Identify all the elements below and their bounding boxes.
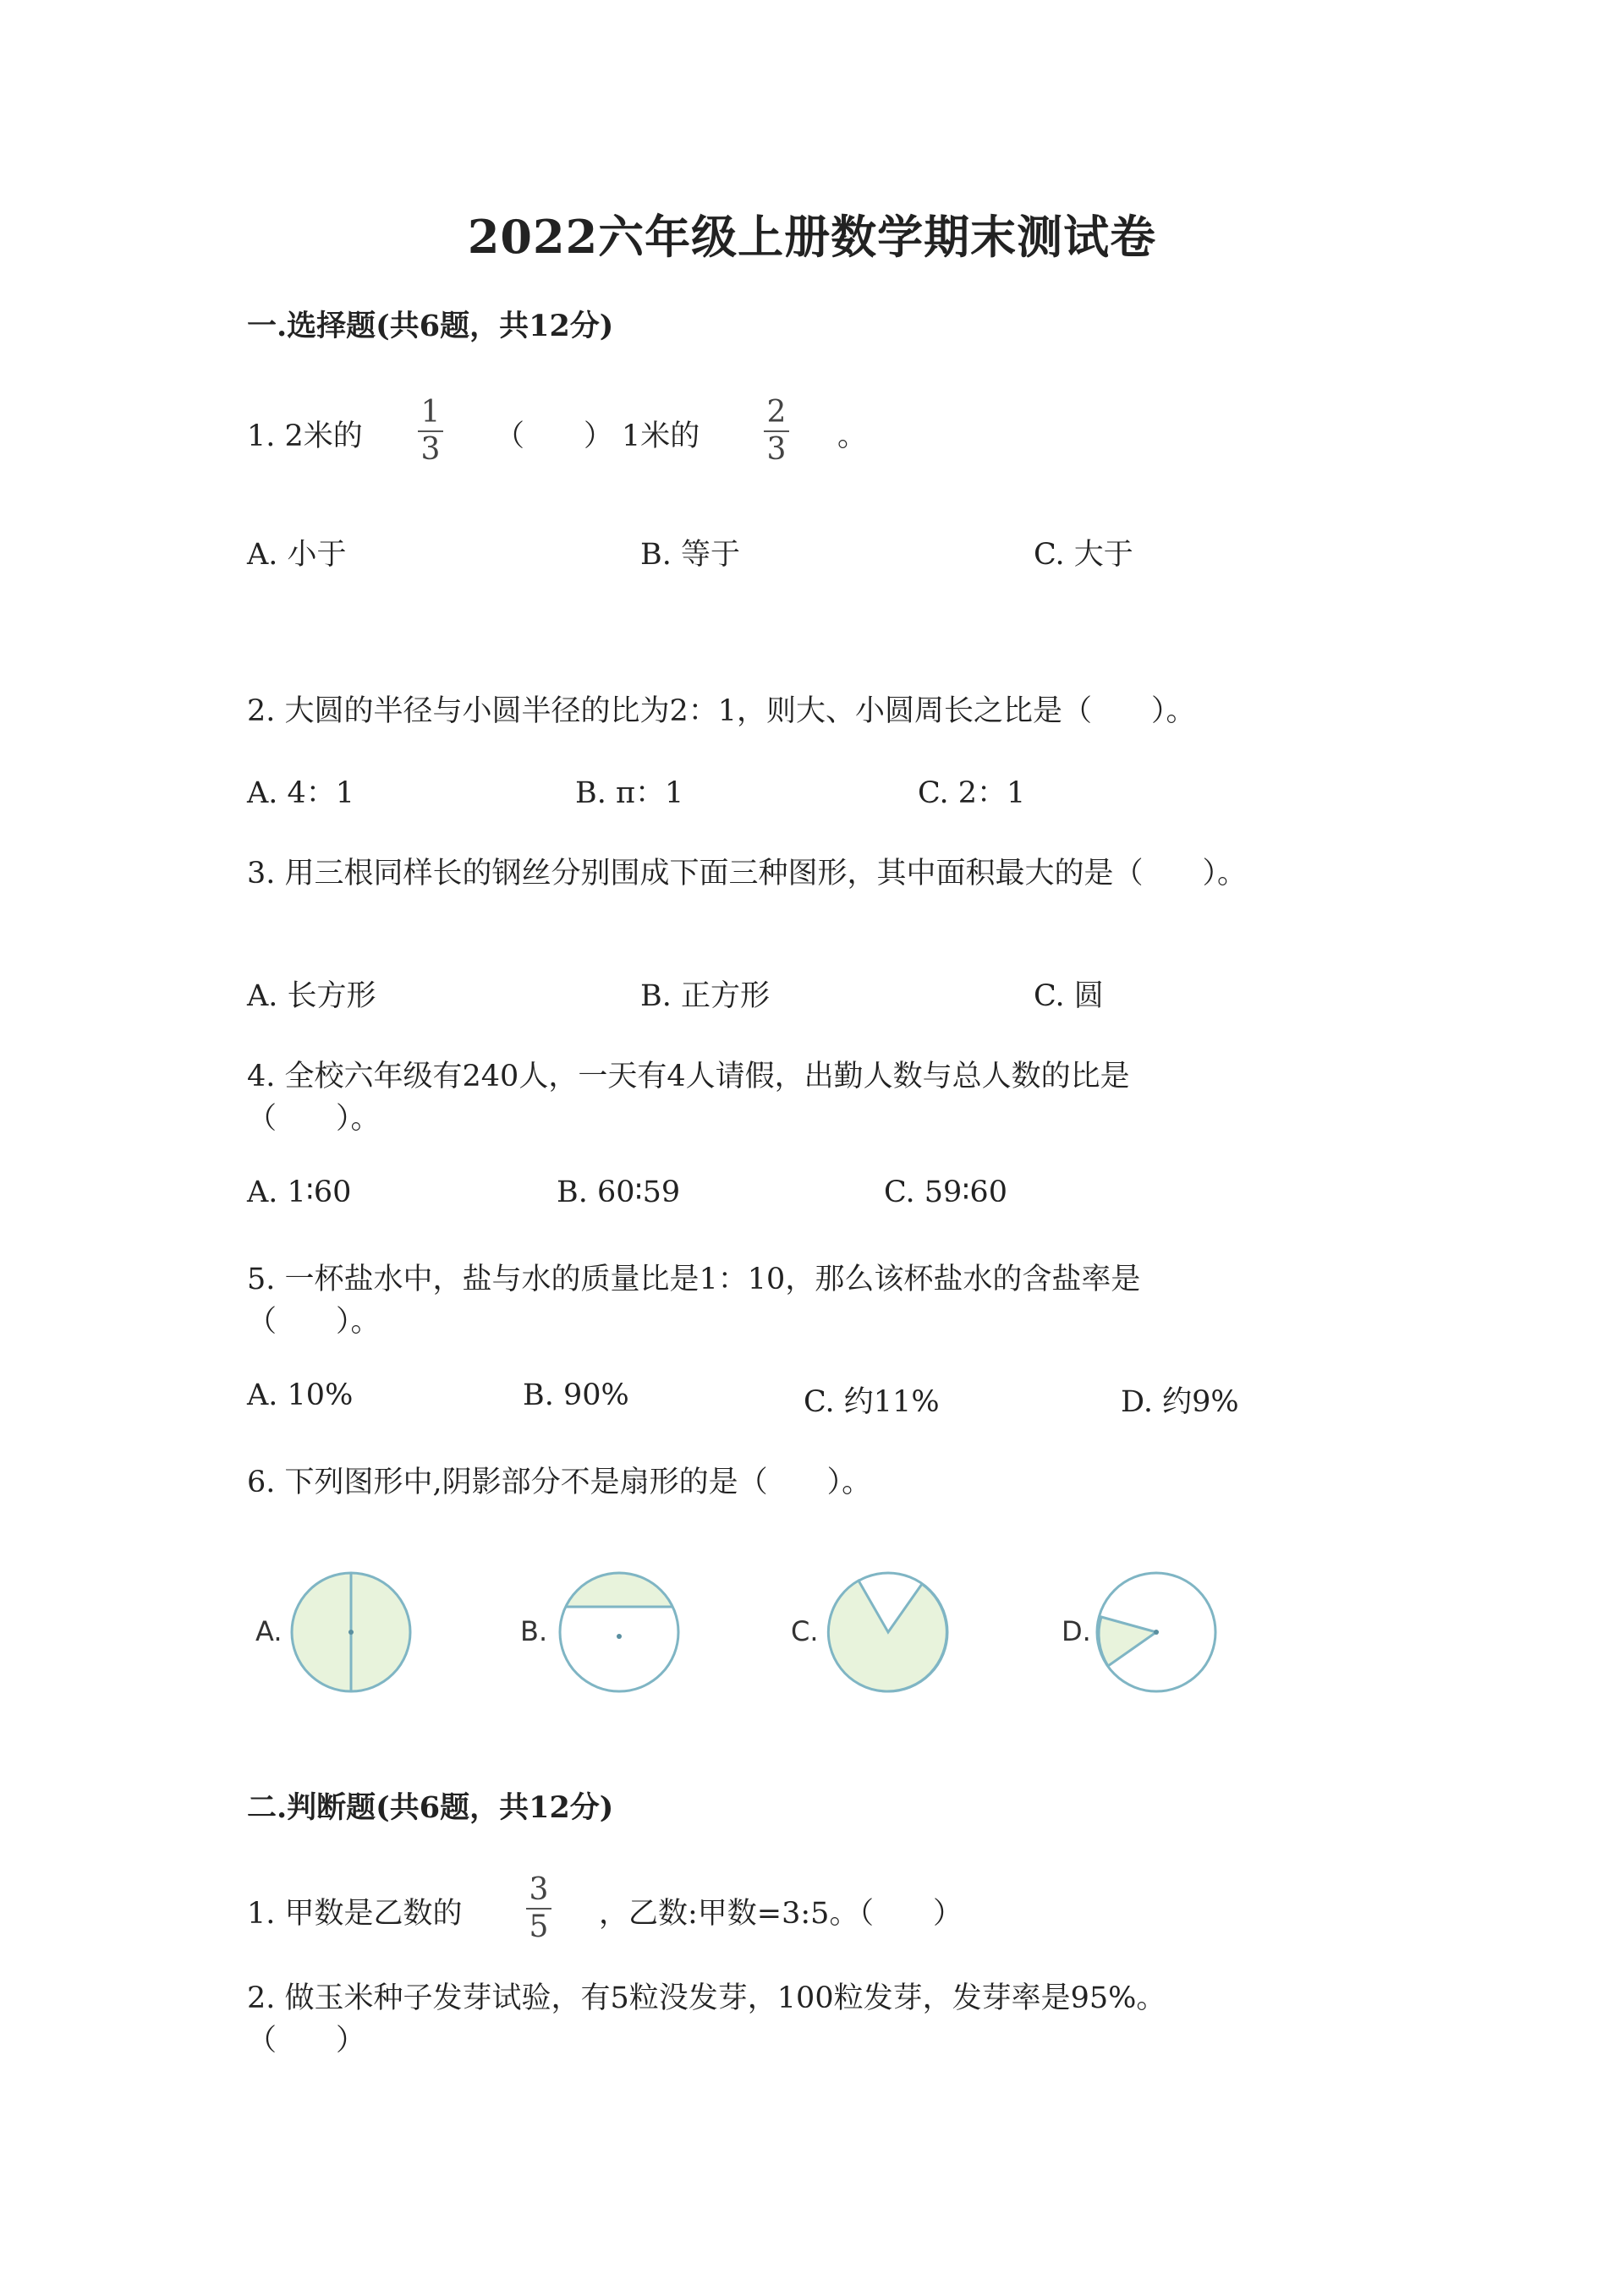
q6-text: 6. 下列图形中,阴影部分不是扇形的是（ ）。 [247,1466,872,1499]
q3-option-a[interactable]: A. 长方形 [247,979,376,1013]
q2-option-a[interactable]: A. 4：1 [247,776,355,810]
figure-c-label[interactable]: C. [791,1615,819,1647]
q5-line-2: （ ）。 [247,1305,381,1339]
shaded-sector [828,1581,946,1691]
q1-fraction-2-3 [764,396,789,467]
j1-fraction-3-5 [526,1873,551,1944]
q5-option-c[interactable]: C. 约11% [804,1385,940,1419]
q1-before: 1. 2米的 [247,419,363,453]
j2-line-2: （ ） [247,2024,366,2058]
center-dot [348,1630,354,1635]
figure-a-circle[interactable] [288,1569,414,1696]
fraction-numerator: 2 [766,395,787,430]
figure-d-circle[interactable] [1093,1569,1220,1696]
q3-text: 3. 用三根同样长的钢丝分别围成下面三种图形，其中面积最大的是（ ）。 [247,857,1248,890]
page-title: 2022六年级上册数学期末测试卷 [467,210,1157,264]
q1-fraction-1-3 [418,396,443,467]
q3-option-c[interactable]: C. 圆 [1034,979,1104,1013]
figure-a-label[interactable]: A. [255,1615,283,1647]
figure-b-label[interactable]: B. [520,1615,548,1647]
shaded-sector [1099,1617,1156,1666]
q1-blank: （ ） [495,419,614,453]
center-dot [617,1634,622,1639]
q5-line-1: 5. 一杯盐水中，盐与水的质量比是1：10，那么该杯盐水的含盐率是 [247,1263,1141,1296]
q4-option-a[interactable]: A. 1∶60 [247,1175,352,1209]
fraction-denominator: 5 [529,1910,549,1944]
q1-option-c[interactable]: C. 大于 [1034,538,1133,572]
center-dot [1154,1630,1159,1635]
j1-after: ，乙数:甲数=3:5。（ ） [599,1897,963,1931]
q1-end: 。 [837,419,868,453]
j2-line-1: 2. 做玉米种子发芽试验，有5粒没发芽，100粒发芽，发芽率是95%。 [247,1981,1166,2015]
q4-option-c[interactable]: C. 59∶60 [884,1175,1007,1209]
q5-option-a[interactable]: A. 10% [247,1378,354,1412]
q3-option-b[interactable]: B. 正方形 [640,979,770,1013]
q4-line-2: （ ）。 [247,1102,381,1136]
q1-middle: 1米的 [622,419,700,453]
section-heading-judgement: 二.判断题(共6题，共12分) [247,1790,614,1825]
fraction-numerator: 3 [529,1872,549,1907]
section-heading-choice: 一.选择题(共6题，共12分) [247,309,614,343]
q5-option-d[interactable]: D. 约9% [1121,1385,1239,1419]
q2-option-b[interactable]: B. π：1 [575,776,684,810]
shaded-segment [565,1571,673,1607]
q1-option-b[interactable]: B. 等于 [640,538,740,572]
figure-c-circle[interactable] [825,1569,952,1696]
figure-d-label[interactable]: D. [1062,1615,1091,1647]
fraction-denominator: 3 [766,432,787,467]
q2-option-c[interactable]: C. 2：1 [918,776,1026,810]
q1-option-a[interactable]: A. 小于 [247,538,347,572]
j1-before: 1. 甲数是乙数的 [247,1897,463,1931]
q4-option-b[interactable]: B. 60∶59 [557,1175,681,1209]
fraction-numerator: 1 [420,395,441,430]
fraction-denominator: 3 [420,432,441,467]
q4-line-1: 4. 全校六年级有240人，一天有4人请假，出勤人数与总人数的比是 [247,1060,1130,1093]
q2-text: 2. 大圆的半径与小圆半径的比为2：1，则大、小圆周长之比是（ ）。 [247,694,1196,728]
figure-b-circle[interactable] [556,1569,683,1696]
q5-option-b[interactable]: B. 90% [523,1378,629,1412]
